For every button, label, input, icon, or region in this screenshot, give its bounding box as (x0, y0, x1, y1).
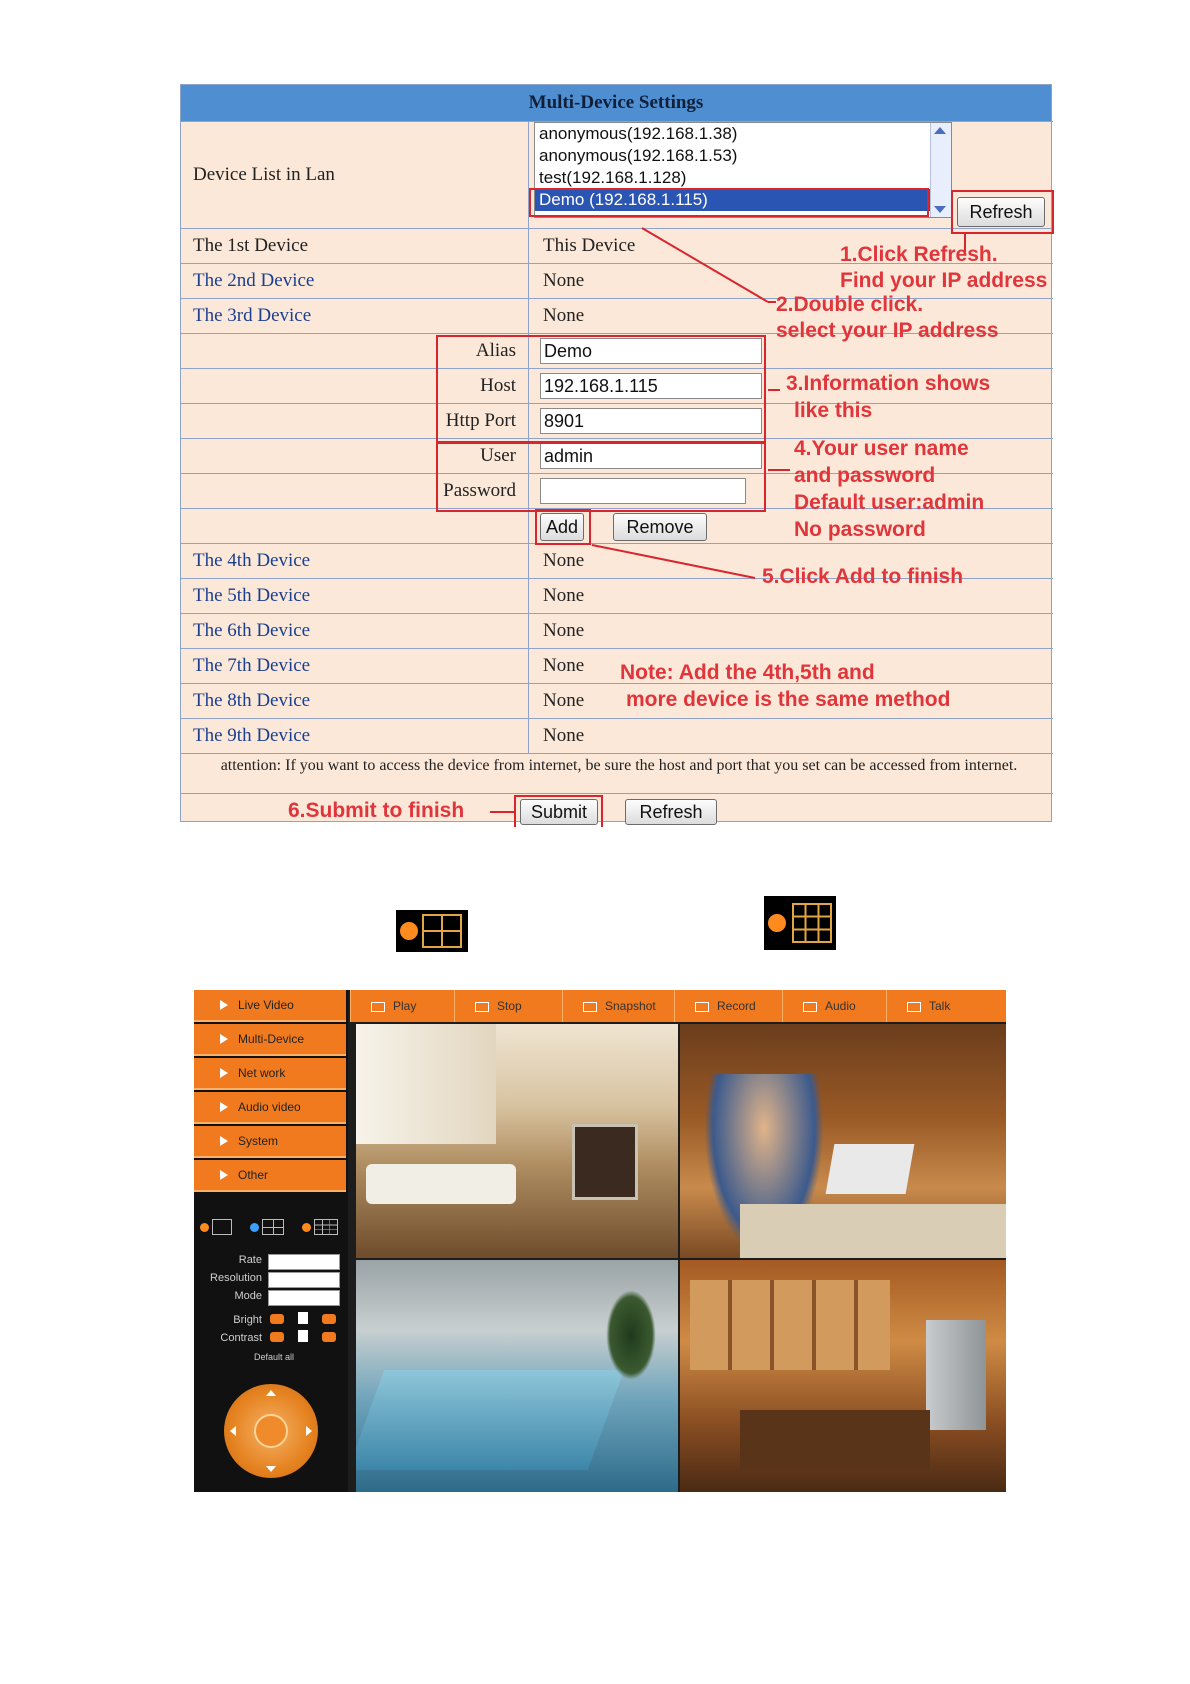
sidebar-item-label: Net work (238, 1066, 286, 1080)
user-input[interactable]: admin (540, 443, 762, 469)
video-feed-3[interactable] (356, 1260, 678, 1492)
mode-select[interactable] (268, 1290, 340, 1306)
refresh-button[interactable]: Refresh (957, 197, 1045, 227)
ptz-down-icon[interactable] (266, 1466, 276, 1472)
device-5-value: None (543, 585, 585, 606)
device-2-value: None (543, 270, 585, 291)
device-3-value: None (543, 305, 585, 326)
note-line1: Note: Add the 4th,5th and (620, 661, 875, 684)
tool-label: Record (717, 999, 756, 1013)
quad-layout-icon[interactable] (250, 1218, 290, 1236)
living-room-window (356, 1024, 496, 1144)
device-6-value: None (543, 620, 585, 641)
living-room-fireplace (572, 1124, 638, 1200)
play-arrow-icon (220, 1102, 228, 1112)
play-arrow-icon (220, 1034, 228, 1044)
pool-water (356, 1370, 624, 1470)
play-arrow-icon (220, 1136, 228, 1146)
device-4-value: None (543, 550, 585, 571)
annotation-1-line2: Find your IP address (840, 269, 1048, 292)
device-1-label: The 1st Device (181, 229, 529, 263)
highlight-credentials (436, 442, 766, 512)
password-label: Password (181, 474, 529, 508)
annotation-4-line3: Default user:admin (794, 491, 985, 514)
toolbar (350, 990, 1006, 1022)
mode-label: Mode (234, 1290, 262, 1302)
camera-web-ui (194, 990, 1006, 1492)
device-8-value: None (543, 690, 585, 711)
device-4-label[interactable]: The 4th Device (181, 544, 529, 578)
highlight-host-info (436, 335, 766, 443)
ptz-left-icon[interactable] (230, 1426, 236, 1436)
device-row-6 (181, 613, 1053, 648)
device-list-label: Device List in Lan (181, 122, 529, 228)
rate-select[interactable] (268, 1254, 340, 1270)
user-label: User (181, 439, 529, 473)
device-5-label[interactable]: The 5th Device (181, 579, 529, 613)
device-option[interactable]: anonymous(192.168.1.38) (539, 124, 738, 143)
annotation-4-line1: 4.Your user name (794, 437, 969, 460)
contrast-label: Contrast (220, 1332, 262, 1344)
note-line2: more device is the same method (626, 688, 951, 711)
sidebar-item-label: System (238, 1134, 279, 1148)
sidebar-item-audio-video[interactable] (194, 1092, 346, 1124)
plant-shape (606, 1290, 656, 1380)
annotation-2-line2: select your IP address (776, 319, 999, 342)
tool-label: Stop (497, 999, 522, 1013)
annotation-5: 5.Click Add to finish (762, 565, 964, 588)
ptz-up-icon[interactable] (266, 1390, 276, 1396)
laptop-shape (826, 1144, 915, 1194)
highlight-selected-device (529, 188, 929, 217)
stop-button[interactable] (454, 990, 562, 1022)
sidebar-item-other[interactable] (194, 1160, 346, 1192)
annotation-6: 6.Submit to finish (288, 799, 465, 822)
device-7-label[interactable]: The 7th Device (181, 649, 529, 683)
play-arrow-icon (220, 1170, 228, 1180)
scroll-down-icon[interactable] (934, 206, 946, 213)
device-list-scrollbar[interactable] (930, 123, 951, 217)
device-7-value: None (543, 655, 585, 676)
sidebar-item-network[interactable] (194, 1058, 346, 1090)
sidebar-item-label: Audio video (238, 1100, 301, 1114)
device-2-label[interactable]: The 2nd Device (181, 264, 529, 298)
device-1-value: This Device (543, 235, 636, 256)
sidebar-item-system[interactable] (194, 1126, 346, 1158)
nine-screen-layout-icon[interactable] (764, 896, 836, 950)
video-feed-1[interactable] (356, 1024, 678, 1258)
video-feed-2[interactable] (680, 1024, 1006, 1258)
add-button[interactable]: Add (540, 513, 584, 541)
contrast-increase-button[interactable] (322, 1332, 336, 1342)
highlight-add (535, 509, 591, 545)
audio-button[interactable] (782, 990, 886, 1022)
microphone-icon (907, 1002, 921, 1012)
port-label: Http Port (181, 404, 529, 438)
host-input[interactable]: 192.168.1.115 (540, 373, 762, 399)
tool-label: Talk (929, 999, 951, 1013)
kitchen-cabinets (690, 1280, 890, 1370)
device-option[interactable]: test(192.168.1.128) (539, 168, 687, 187)
rate-label: Rate (238, 1254, 262, 1266)
kitchen-island (740, 1410, 930, 1470)
contrast-value (298, 1330, 308, 1342)
port-input[interactable]: 8901 (540, 408, 762, 434)
stop-icon (475, 1002, 489, 1012)
sidebar-item-multi-device[interactable] (194, 1024, 346, 1056)
refresh-bottom-button[interactable]: Refresh (625, 799, 717, 825)
living-room-sofa (366, 1164, 516, 1204)
alias-label: Alias (181, 334, 529, 368)
sidebar-item-label: Live Video (238, 998, 294, 1012)
highlight-refresh (951, 190, 1054, 234)
resolution-select[interactable] (268, 1272, 340, 1288)
annotation-4-line2: and password (794, 464, 936, 487)
bright-increase-button[interactable] (322, 1314, 336, 1324)
tool-label: Audio (825, 999, 856, 1013)
host-label: Host (181, 369, 529, 403)
ptz-center-icon[interactable] (254, 1414, 288, 1448)
camera-icon (583, 1002, 597, 1012)
annotation-3-line1: 3.Information shows (786, 372, 991, 395)
sidebar-item-live-video[interactable] (194, 990, 346, 1022)
remove-button[interactable]: Remove (613, 513, 707, 541)
scroll-up-icon[interactable] (934, 127, 946, 134)
counter-shape (740, 1204, 1006, 1258)
nine-layout-icon[interactable] (302, 1218, 344, 1236)
device-row-7 (181, 648, 1053, 683)
device-9-value: None (543, 725, 585, 746)
annotation-3-line2: like this (794, 399, 873, 422)
device-6-label[interactable]: The 6th Device (181, 614, 529, 648)
record-button[interactable] (674, 990, 782, 1022)
single-layout-icon[interactable] (200, 1218, 238, 1236)
sidebar-item-label: Other (238, 1168, 269, 1182)
sidebar (194, 990, 348, 1492)
attention-row (181, 753, 1053, 793)
device-row-9 (181, 718, 1053, 753)
play-arrow-icon (220, 1000, 228, 1010)
play-button[interactable] (350, 990, 454, 1022)
device-option-selected[interactable]: Demo (192.168.1.115) (535, 189, 951, 211)
submit-button[interactable]: Submit (520, 799, 598, 825)
tool-label: Snapshot (605, 999, 656, 1013)
resolution-label: Resolution (210, 1272, 262, 1284)
panel-title: Multi-Device Settings (181, 85, 1051, 121)
ptz-right-icon[interactable] (306, 1426, 312, 1436)
video-camera-icon (695, 1002, 709, 1012)
bright-value (298, 1312, 308, 1324)
headphones-icon (803, 1002, 817, 1012)
device-option[interactable]: anonymous(192.168.1.53) (539, 146, 738, 165)
device-3-label[interactable]: The 3rd Device (181, 299, 529, 333)
highlight-submit (514, 795, 603, 827)
contrast-decrease-button[interactable] (270, 1332, 284, 1342)
annotation-2-line1: 2.Double click. (776, 293, 924, 316)
default-all-button[interactable]: Default all (253, 1352, 295, 1362)
annotation-4-line4: No password (794, 518, 926, 541)
bright-decrease-button[interactable] (270, 1314, 284, 1324)
play-icon (371, 1002, 385, 1012)
sidebar-item-label: Multi-Device (238, 1032, 305, 1046)
bright-label: Bright (233, 1314, 262, 1326)
ptz-direction-pad[interactable] (224, 1384, 318, 1478)
video-feed-4[interactable] (680, 1260, 1006, 1492)
device-9-label[interactable]: The 9th Device (181, 719, 529, 753)
kitchen-fridge (926, 1320, 986, 1430)
attention-text: attention: If you want to access the device from internet, be sure the host and port that you set can be accessed from internet. (220, 757, 1018, 774)
empty-cell (181, 509, 529, 543)
annotation-1-line1: 1.Click Refresh. (840, 243, 998, 266)
play-arrow-icon (220, 1068, 228, 1078)
alias-input[interactable]: Demo (540, 338, 762, 364)
snapshot-button[interactable] (562, 990, 674, 1022)
tool-label: Play (393, 999, 417, 1013)
device-8-label[interactable]: The 8th Device (181, 684, 529, 718)
four-screen-layout-icon[interactable] (396, 910, 468, 952)
talk-button[interactable] (886, 990, 1006, 1022)
